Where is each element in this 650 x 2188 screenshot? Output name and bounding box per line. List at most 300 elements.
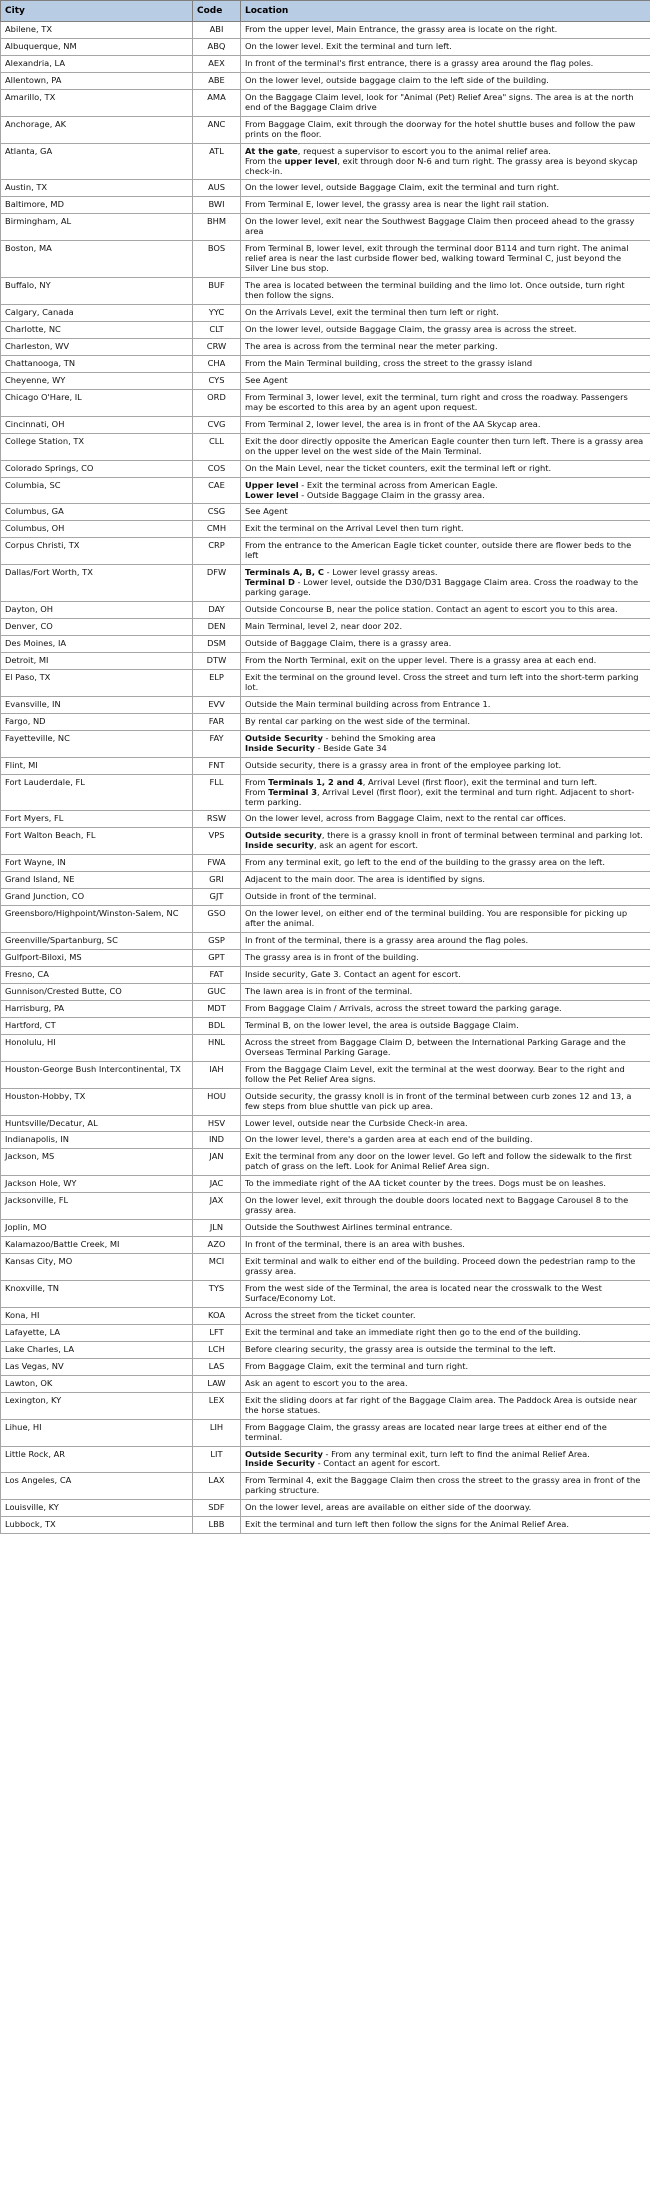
code-cell: IAH — [193, 1061, 241, 1088]
table-row — [1, 416, 650, 433]
city-cell: El Paso, TX — [1, 669, 193, 696]
table-row — [1, 197, 650, 214]
location-text: In front of the terminal, there is a grassy area around the flag poles. — [245, 935, 529, 946]
code-cell: LAS — [193, 1358, 241, 1375]
city-cell: Buffalo, NY — [1, 278, 193, 305]
location-cell — [241, 872, 650, 889]
location-text: , exit through door N-6 and turn right. The grassy area is beyond skycap check-in. — [245, 155, 638, 176]
code-cell: JLN — [193, 1220, 241, 1237]
location-text: On the Main Level, near the ticket counters, exit the terminal left or right. — [245, 462, 552, 473]
code-cell: CAE — [193, 477, 241, 504]
location-text: On the Baggage Claim level, look for "Animal (Pet) Relief Area" signs. The area is at the north end of the Baggage Claim drive — [245, 91, 634, 112]
code-cell: HSV — [193, 1115, 241, 1132]
code-cell: BUF — [193, 278, 241, 305]
location-text: Across the street from Baggage Claim D, between the International Parking Garage and the Overseas Terminal Parking Garage. — [245, 1036, 626, 1057]
location-text: From the upper level, Main Entrance, the grassy area is locate on the right. — [245, 24, 558, 34]
table-row — [1, 967, 650, 984]
location-emphasis: Inside Security — [245, 742, 315, 753]
city-cell: Hartford, CT — [1, 1017, 193, 1034]
code-cell: ABI — [193, 22, 241, 39]
code-cell: COS — [193, 460, 241, 477]
location-cell — [241, 1132, 650, 1149]
city-cell: Des Moines, IA — [1, 636, 193, 653]
location-text: See Agent — [245, 506, 288, 517]
table-row — [1, 1237, 650, 1254]
city-cell: Charleston, WV — [1, 338, 193, 355]
city-cell: Cincinnati, OH — [1, 416, 193, 433]
table-row — [1, 1500, 650, 1517]
location-cell — [241, 1392, 650, 1419]
code-cell: JAN — [193, 1149, 241, 1176]
location-cell — [241, 933, 650, 950]
location-text: From the entrance to the American Eagle ticket counter, outside there are flower beds to the left — [245, 540, 632, 561]
table-row — [1, 906, 650, 933]
location-text: From Baggage Claim, exit the terminal and turn right. — [245, 1360, 469, 1371]
code-cell: BDL — [193, 1017, 241, 1034]
table-row — [1, 1517, 650, 1534]
location-cell — [241, 89, 650, 116]
city-cell: Lexington, KY — [1, 1392, 193, 1419]
city-cell: Jackson Hole, WY — [1, 1176, 193, 1193]
city-cell: Abilene, TX — [1, 22, 193, 39]
code-cell: LBB — [193, 1517, 241, 1534]
city-cell: Detroit, MI — [1, 652, 193, 669]
city-cell: Calgary, Canada — [1, 305, 193, 322]
location-cell — [241, 1358, 650, 1375]
location-text: Outside the Southwest Airlines terminal entrance. — [245, 1222, 453, 1233]
city-cell: Dayton, OH — [1, 602, 193, 619]
city-cell: Charlotte, NC — [1, 322, 193, 339]
location-text: By rental car parking on the west side of the terminal. — [245, 715, 470, 726]
location-cell — [241, 696, 650, 713]
code-cell: KOA — [193, 1307, 241, 1324]
city-cell: Chicago O'Hare, IL — [1, 389, 193, 416]
code-cell: EVV — [193, 696, 241, 713]
city-column-header: City — [1, 1, 193, 22]
location-text: The grassy area is in front of the building. — [245, 952, 419, 963]
location-cell — [241, 1341, 650, 1358]
city-cell: Baltimore, MD — [1, 197, 193, 214]
code-cell: LCH — [193, 1341, 241, 1358]
table-row — [1, 38, 650, 55]
location-column-header: Location — [241, 1, 650, 22]
table-row — [1, 1132, 650, 1149]
location-text: Adjacent to the main door. The area is identified by signs. — [245, 874, 486, 885]
city-cell: Albuquerque, NM — [1, 38, 193, 55]
location-text: Outside Concourse B, near the police station. Contact an agent to escort you to this area. — [245, 604, 618, 615]
table-row — [1, 811, 650, 828]
location-text: From the North Terminal, exit on the upper level. There is a grassy area at each end. — [245, 654, 597, 665]
code-cell: JAC — [193, 1176, 241, 1193]
code-cell: CSG — [193, 504, 241, 521]
city-cell: Kona, HI — [1, 1307, 193, 1324]
code-cell: RSW — [193, 811, 241, 828]
table-row — [1, 1017, 650, 1034]
location-text: Inside security, Gate 3. Contact an agent for escort. — [245, 969, 461, 979]
code-cell: CVG — [193, 416, 241, 433]
code-cell: FNT — [193, 757, 241, 774]
location-cell — [241, 669, 650, 696]
city-cell: Jacksonville, FL — [1, 1193, 193, 1220]
location-emphasis: Terminal D — [245, 577, 295, 588]
location-cell — [241, 1375, 650, 1392]
code-cell: VPS — [193, 828, 241, 855]
table-row — [1, 355, 650, 372]
location-text: On the lower level, outside baggage claim to the left side of the building. — [245, 74, 549, 85]
code-cell: SDF — [193, 1500, 241, 1517]
location-text: Exit the door directly opposite the American Eagle counter then turn left. There is a grassy area on the upper level on the west side of the Main Terminal. — [245, 435, 644, 456]
table-row — [1, 214, 650, 241]
location-cell — [241, 322, 650, 339]
location-cell — [241, 389, 650, 416]
table-row — [1, 241, 650, 278]
table-row — [1, 983, 650, 1000]
location-text: - Contact an agent for escort. — [314, 1458, 441, 1469]
city-cell: Fayetteville, NC — [1, 730, 193, 757]
code-cell: GSO — [193, 906, 241, 933]
location-cell — [241, 1517, 650, 1534]
code-cell: TYS — [193, 1281, 241, 1308]
table-header — [1, 1, 650, 22]
location-cell — [241, 504, 650, 521]
code-cell: LAX — [193, 1473, 241, 1500]
code-cell: LIH — [193, 1419, 241, 1446]
code-cell: CRP — [193, 538, 241, 565]
table-row — [1, 1220, 650, 1237]
location-text: Across the street from the ticket counter. — [245, 1309, 416, 1320]
location-emphasis: Upper level — [245, 479, 299, 490]
location-cell — [241, 967, 650, 984]
code-cell: GRI — [193, 872, 241, 889]
table-row — [1, 602, 650, 619]
location-text: , ask an agent for escort. — [313, 840, 419, 851]
city-cell: Atlanta, GA — [1, 143, 193, 180]
location-cell — [241, 116, 650, 143]
location-emphasis: upper level — [284, 155, 338, 166]
location-cell — [241, 433, 650, 460]
city-cell: Las Vegas, NV — [1, 1358, 193, 1375]
table-row — [1, 669, 650, 696]
code-cell: AUS — [193, 180, 241, 197]
location-cell — [241, 372, 650, 389]
table-row — [1, 389, 650, 416]
code-cell: ABQ — [193, 38, 241, 55]
code-cell: FAR — [193, 713, 241, 730]
location-text: , there is a grassy knoll in front of terminal between terminal and parking lot. — [321, 830, 643, 841]
city-cell: Lawton, OK — [1, 1375, 193, 1392]
location-text: On the lower level. Exit the terminal and turn left. — [245, 40, 452, 51]
code-cell: ABE — [193, 72, 241, 89]
location-text: Before clearing security, the grassy area is outside the terminal to the left. — [245, 1343, 556, 1354]
city-cell: Flint, MI — [1, 757, 193, 774]
city-cell: Lake Charles, LA — [1, 1341, 193, 1358]
code-cell: AEX — [193, 55, 241, 72]
location-text: On the Arrivals Level, exit the terminal then turn left or right. — [245, 307, 499, 318]
city-cell: Greenville/Spartanburg, SC — [1, 933, 193, 950]
location-text: Outside in front of the terminal. — [245, 891, 377, 902]
code-cell: CYS — [193, 372, 241, 389]
table-row — [1, 1149, 650, 1176]
city-cell: Lafayette, LA — [1, 1324, 193, 1341]
code-cell: GSP — [193, 933, 241, 950]
city-cell: Little Rock, AR — [1, 1446, 193, 1473]
table-row — [1, 619, 650, 636]
code-cell: BOS — [193, 241, 241, 278]
code-column-header: Code — [193, 1, 241, 22]
table-row — [1, 1324, 650, 1341]
city-cell: Colorado Springs, CO — [1, 460, 193, 477]
table-row — [1, 1307, 650, 1324]
city-cell: Joplin, MO — [1, 1220, 193, 1237]
location-text: On the lower level, on either end of the terminal building. You are responsible for picking up after the animal. — [245, 908, 628, 929]
city-cell: Corpus Christi, TX — [1, 538, 193, 565]
city-cell: Louisville, KY — [1, 1500, 193, 1517]
code-cell: DSM — [193, 636, 241, 653]
code-cell: BWI — [193, 197, 241, 214]
code-cell: BHM — [193, 214, 241, 241]
city-cell: Fort Wayne, IN — [1, 855, 193, 872]
table-row — [1, 730, 650, 757]
city-cell: Fort Walton Beach, FL — [1, 828, 193, 855]
location-text: From Baggage Claim, exit through the doorway for the hotel shuttle buses and follow the paw prints on the floor. — [245, 118, 636, 139]
table-row — [1, 565, 650, 602]
location-cell — [241, 1061, 650, 1088]
table-row — [1, 278, 650, 305]
location-text: Outside security, the grassy knoll is in front of the terminal between curb zones 12 and 13, a few steps from blue shuttle van pick up area. — [245, 1090, 632, 1111]
location-text: From — [245, 786, 269, 797]
location-text: To the immediate right of the AA ticket counter by the trees. Dogs must be on leashes. — [245, 1178, 606, 1189]
code-cell: CMH — [193, 521, 241, 538]
location-cell — [241, 521, 650, 538]
location-text: - Lower level, outside the D30/D31 Baggage Claim area. Cross the roadway to the parking garage. — [245, 577, 639, 598]
city-cell: Fort Lauderdale, FL — [1, 774, 193, 811]
location-text: From Terminal 3, lower level, exit the terminal, turn right and cross the roadway. Passengers may be escorted to this area by an agent upon request. — [245, 391, 628, 412]
location-cell — [241, 855, 650, 872]
location-cell — [241, 1115, 650, 1132]
location-emphasis: Outside Security — [245, 732, 323, 743]
location-emphasis: Terminals 1, 2 and 4 — [268, 776, 363, 787]
location-text: On the lower level, across from Baggage Claim, next to the rental car offices. — [245, 813, 566, 824]
location-text: Exit the terminal from any door on the lower level. Go left and follow the sidewalk to the first patch of grass on the left. Look for Animal Relief Area sign. — [245, 1151, 632, 1172]
code-cell: FAT — [193, 967, 241, 984]
city-cell: Gunnison/Crested Butte, CO — [1, 983, 193, 1000]
city-cell: Los Angeles, CA — [1, 1473, 193, 1500]
code-cell: CLL — [193, 433, 241, 460]
location-cell — [241, 1500, 650, 1517]
code-cell: DAY — [193, 602, 241, 619]
location-text: Exit the terminal on the Arrival Level then turn right. — [245, 523, 464, 534]
table-row — [1, 1000, 650, 1017]
city-cell: Evansville, IN — [1, 696, 193, 713]
table-row — [1, 1034, 650, 1061]
code-cell: CHA — [193, 355, 241, 372]
code-cell: CRW — [193, 338, 241, 355]
table-row — [1, 933, 650, 950]
table-row — [1, 1115, 650, 1132]
table-row — [1, 116, 650, 143]
location-text: Outside of Baggage Claim, there is a grassy area. — [245, 638, 452, 649]
location-cell — [241, 906, 650, 933]
table-row — [1, 713, 650, 730]
code-cell: LAW — [193, 1375, 241, 1392]
table-row — [1, 696, 650, 713]
city-cell: Lubbock, TX — [1, 1517, 193, 1534]
code-cell: YYC — [193, 305, 241, 322]
location-cell — [241, 757, 650, 774]
code-cell: LIT — [193, 1446, 241, 1473]
location-cell — [241, 983, 650, 1000]
location-text: The area is located between the terminal building and the limo lot. Once outside, turn right then follow the signs. — [245, 280, 625, 301]
location-cell — [241, 460, 650, 477]
code-cell: AMA — [193, 89, 241, 116]
location-text: On the lower level, there's a garden area at each end of the building. — [245, 1134, 533, 1145]
table-row — [1, 1281, 650, 1308]
city-cell: Columbus, OH — [1, 521, 193, 538]
location-cell — [241, 1220, 650, 1237]
code-cell: JAX — [193, 1193, 241, 1220]
location-cell — [241, 1419, 650, 1446]
location-cell — [241, 730, 650, 757]
table-row — [1, 433, 650, 460]
location-text: Outside the Main terminal building across from Entrance 1. — [245, 698, 491, 709]
table-row — [1, 504, 650, 521]
table-row — [1, 322, 650, 339]
location-emphasis: Terminal 3 — [268, 786, 317, 797]
location-cell — [241, 477, 650, 504]
location-cell — [241, 889, 650, 906]
city-cell: Houston-Hobby, TX — [1, 1088, 193, 1115]
location-text: - Exit the terminal across from American Eagle. — [298, 479, 498, 490]
code-cell: DEN — [193, 619, 241, 636]
table-row — [1, 89, 650, 116]
table-row — [1, 1419, 650, 1446]
location-cell — [241, 1237, 650, 1254]
table-row — [1, 828, 650, 855]
city-cell: Honolulu, HI — [1, 1034, 193, 1061]
city-cell: Columbia, SC — [1, 477, 193, 504]
location-text: From Terminal 4, exit the Baggage Claim then cross the street to the grassy area in front of the parking structure. — [245, 1475, 641, 1496]
location-cell — [241, 1446, 650, 1473]
table-row — [1, 1375, 650, 1392]
location-text: , request a supervisor to escort you to the animal relief area. — [297, 145, 551, 156]
location-text: From Terminal 2, lower level, the area is in front of the AA Skycap area. — [245, 418, 541, 429]
table-row — [1, 22, 650, 39]
location-cell — [241, 338, 650, 355]
code-cell: GUC — [193, 983, 241, 1000]
location-text: From the — [245, 155, 285, 166]
city-cell: Fargo, ND — [1, 713, 193, 730]
table-row — [1, 538, 650, 565]
table-row — [1, 652, 650, 669]
table-row — [1, 872, 650, 889]
table-row — [1, 338, 650, 355]
code-cell: IND — [193, 1132, 241, 1149]
header-row — [1, 1, 650, 22]
table-row — [1, 372, 650, 389]
location-cell — [241, 1254, 650, 1281]
location-cell — [241, 1193, 650, 1220]
table-row — [1, 1473, 650, 1500]
location-text: From Baggage Claim, the grassy areas are located near large trees at either end of the terminal. — [245, 1421, 607, 1442]
city-cell: Birmingham, AL — [1, 214, 193, 241]
code-cell: ELP — [193, 669, 241, 696]
code-cell: MDT — [193, 1000, 241, 1017]
code-cell: DFW — [193, 565, 241, 602]
location-cell — [241, 652, 650, 669]
location-cell — [241, 22, 650, 39]
location-cell — [241, 214, 650, 241]
location-cell — [241, 636, 650, 653]
location-cell — [241, 197, 650, 214]
location-text: From the Baggage Claim Level, exit the terminal at the west doorway. Bear to the right and follow the Pet Relief Area signs. — [245, 1063, 625, 1084]
code-cell: ANC — [193, 116, 241, 143]
code-cell: LFT — [193, 1324, 241, 1341]
location-emphasis: Lower level — [245, 489, 299, 500]
location-cell — [241, 828, 650, 855]
location-cell — [241, 1281, 650, 1308]
table-row — [1, 855, 650, 872]
city-cell: Chattanooga, TN — [1, 355, 193, 372]
city-cell: Lihue, HI — [1, 1419, 193, 1446]
location-text: The lawn area is in front of the terminal. — [245, 985, 413, 996]
location-text: From the west side of the Terminal, the area is located near the crosswalk to the West Surface/Economy Lot. — [245, 1283, 602, 1303]
location-cell — [241, 619, 650, 636]
location-cell — [241, 602, 650, 619]
location-cell — [241, 1176, 650, 1193]
location-text: - Outside Baggage Claim in the grassy area. — [298, 489, 485, 500]
city-cell: Grand Island, NE — [1, 872, 193, 889]
code-cell: HNL — [193, 1034, 241, 1061]
code-cell: LEX — [193, 1392, 241, 1419]
code-cell: HOU — [193, 1088, 241, 1115]
table-row — [1, 1341, 650, 1358]
location-cell — [241, 950, 650, 967]
table-row — [1, 889, 650, 906]
code-cell: AZO — [193, 1237, 241, 1254]
table-row — [1, 72, 650, 89]
location-text: On the lower level, exit through the double doors located next to Baggage Carousel 8 to the grassy area. — [245, 1195, 629, 1216]
location-emphasis: Outside Security — [245, 1448, 323, 1459]
location-cell — [241, 1307, 650, 1324]
location-text: From Terminal B, lower level, exit through the terminal door B114 and turn right. The animal relief area is near the last curbside flower bed, walking toward Terminal C, just beyond the Silver Line bus stop. — [245, 243, 629, 274]
city-cell: Fresno, CA — [1, 967, 193, 984]
code-cell: DTW — [193, 652, 241, 669]
city-cell: Kansas City, MO — [1, 1254, 193, 1281]
location-text: See Agent — [245, 374, 288, 385]
location-text: The area is across from the terminal near the meter parking. — [245, 340, 498, 351]
city-cell: Allentown, PA — [1, 72, 193, 89]
code-cell: CLT — [193, 322, 241, 339]
table-row — [1, 1254, 650, 1281]
location-text: On the lower level, outside Baggage Claim, exit the terminal and turn right. — [245, 182, 560, 193]
location-cell — [241, 241, 650, 278]
location-cell — [241, 1000, 650, 1017]
location-text: Exit the terminal and take an immediate right then go to the end of the building. — [245, 1326, 581, 1337]
location-emphasis: Inside Security — [245, 1458, 315, 1469]
location-text: On the lower level, areas are available on either side of the doorway. — [245, 1502, 532, 1513]
table-row — [1, 1176, 650, 1193]
location-cell — [241, 72, 650, 89]
location-text: From Terminal E, lower level, the grassy area is near the light rail station. — [245, 199, 550, 210]
table-row — [1, 1061, 650, 1088]
table-row — [1, 757, 650, 774]
city-cell: Harrisburg, PA — [1, 1000, 193, 1017]
city-cell: Knoxville, TN — [1, 1281, 193, 1308]
location-text: From the Main Terminal building, cross the street to the grassy island — [245, 357, 533, 368]
location-cell — [241, 538, 650, 565]
city-cell: Dallas/Fort Worth, TX — [1, 565, 193, 602]
table-row — [1, 305, 650, 322]
